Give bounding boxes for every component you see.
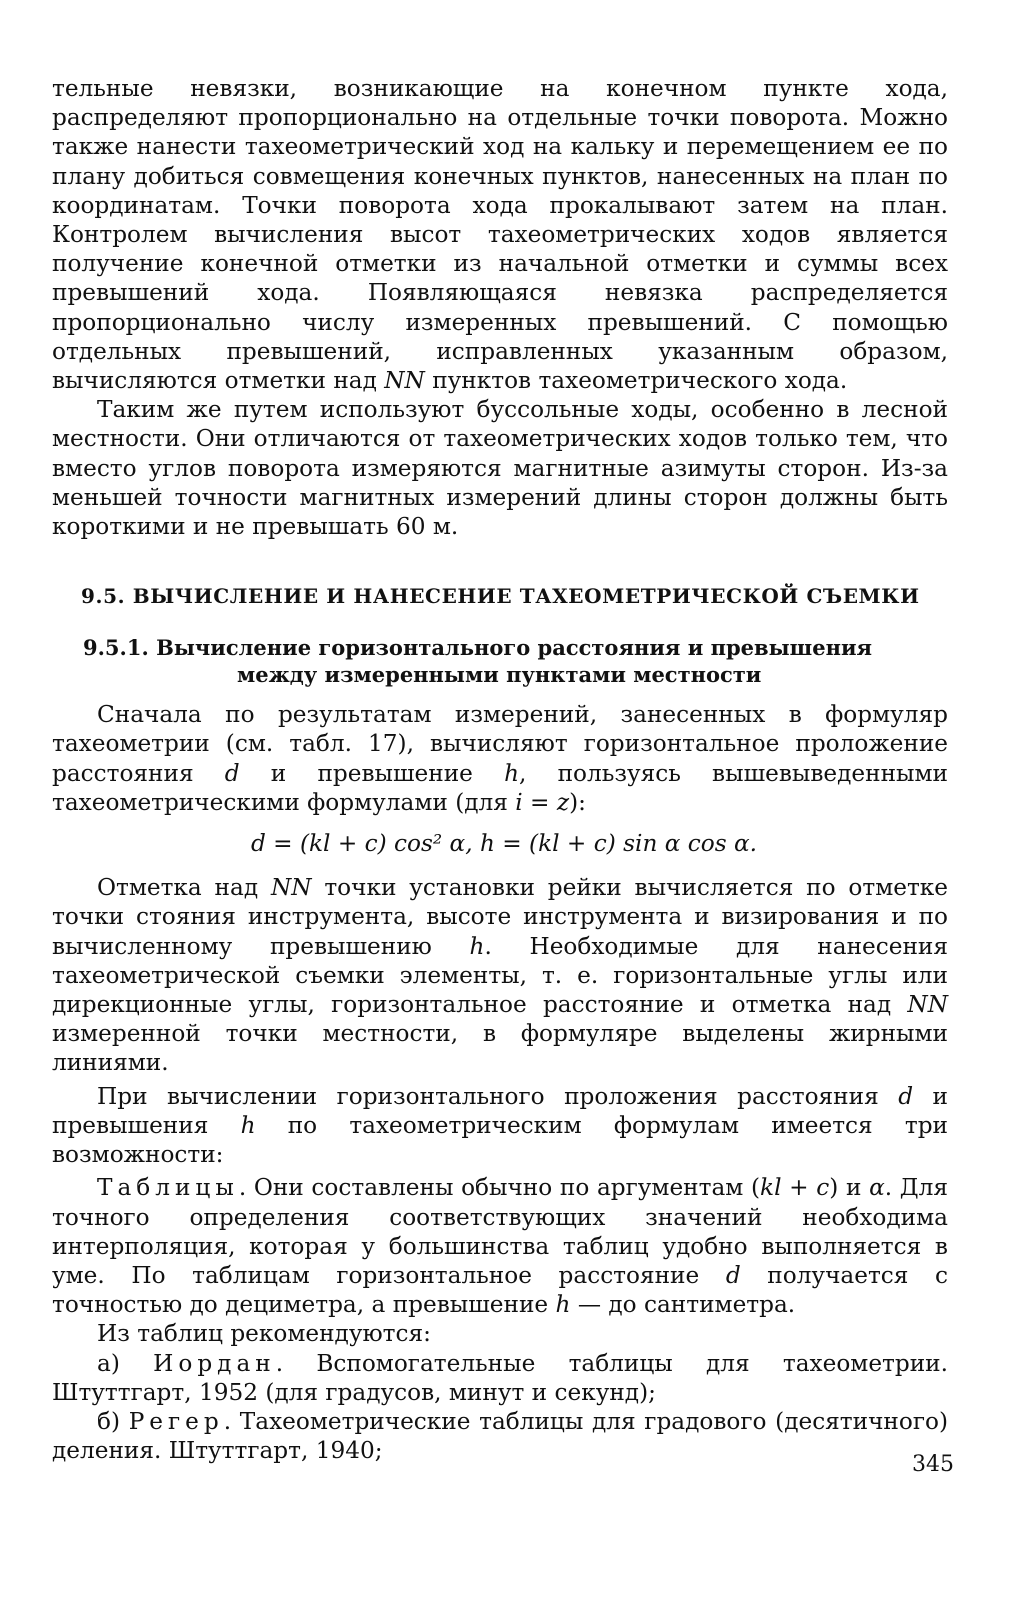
paragraph-possibilities: При вычислении горизонтального проложения расстояния d и превышения h по тахеометрическим формулам имеется три возможности: xyxy=(52,1082,949,1169)
paragraph-elevation: Отметка над NN точки установки рейки вычисляется по отметке точки стояния инструмента, высоте инструмента и визирования и по вычисленному превышению h. Необходимые для нанесения тахеометрической съемки элементы, т. е. горизонтальные углы или дирекционные углы, горизонтальное расстояние и отметка над NN измеренной точки местности, в формуляре выделены жирными линиями. xyxy=(52,874,948,1077)
paragraph-tables: Таблицы. Они составлены обычно по аргументам (kl + c) и α. Для точного определения соответствующих значений необходима интерполяция, которая у большинства таблиц удобно выполняется в уме. По таблицам горизонтальное расстояние d получается с точностью до дециметра, а превышение h — до сантиметра. xyxy=(52,1174,948,1319)
paragraph-computation-intro: Сначала по результатам измерений, занесенных в формуляр тахеометрии (см. табл. 17), вычисляют горизонтальное проложение расстояния d и превышение h, пользуясь вышевыведенными тахеометрическими формулами (для i = z): xyxy=(52,701,948,816)
page-body xyxy=(52,74,948,1465)
subsection-title: 9.5.1. Вычисление горизонтального расстояния и превышения между измеренными пунктами местности xyxy=(83,635,873,688)
tacheometric-formula: d = (kl + c) cos² α, h = (kl + c) sin α cos α. xyxy=(250,830,758,858)
paragraph-compass-traverse: Таким же путем используют буссольные ходы, особенно в лесной местности. Они отличаются от тахеометрических ходов только тем, что вместо углов поворота измеряются магнитные азимуты сторон. Из-за меньшей точности магнитных измерений длины сторон должны быть короткими и не превышать 60 м. xyxy=(52,396,948,541)
list-item-reger: б) Регер. Тахеометрические таблицы для градового (десятичного) деления. Штуттгарт, 1940; xyxy=(52,1407,948,1465)
section-title: 9.5. ВЫЧИСЛЕНИЕ И НАНЕСЕНИЕ ТАХЕОМЕТРИЧЕСКОЙ СЪЕМКИ xyxy=(81,584,920,609)
paragraph-recommended: Из таблиц рекомендуются: xyxy=(97,1320,431,1348)
page-number: 345 xyxy=(912,1452,954,1477)
list-item-jordan: а) Иордан. Вспомогательные таблицы для тахеометрии. Штуттгарт, 1952 (для градусов, минут и секунд); xyxy=(52,1349,949,1406)
paragraph-continuation: тельные невязки, возникающие на конечном пункте хода, распределяют пропорционально на отдельные точки поворота. Можно также нанести тахеометрический ход на кальку и перемещением ее по плану добиться совмещения конечных пунктов, нанесенных на план по координатам. Точки поворота хода прокалывают затем на план. Контролем вычисления высот тахеометрических ходов является получение конечной отметки из начальной отметки и суммы всех превышений хода. Появляющаяся невязка распределяется пропорционально числу измеренных превышений. С помощью отдельных превышений, исправленных указанным образом, вычисляются отметки над NN пунктов тахеометрического хода. xyxy=(52,75,948,395)
